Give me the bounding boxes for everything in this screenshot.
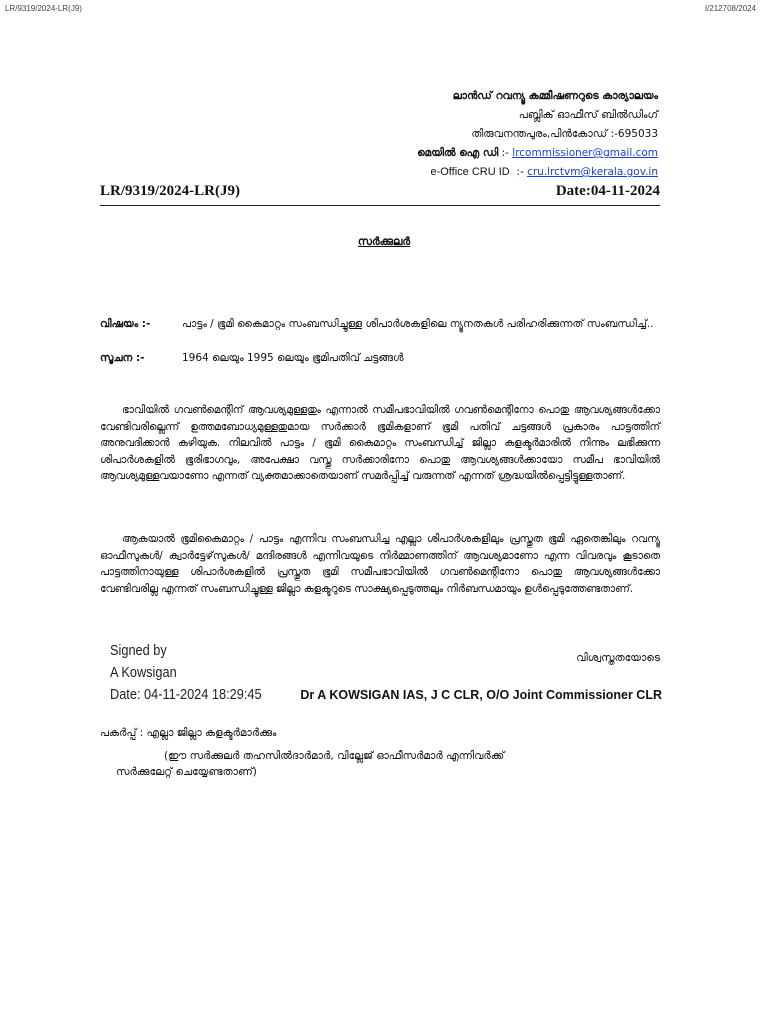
document-title [0,235,768,249]
reference-line [100,183,660,206]
copy-note-line-1: (ഈ സർക്കുലർ തഹസിൽദാർമാർ, വില്ലേജ് ഓഫീസർമാർ എന്നിവർക്ക് [164,750,505,762]
office-building: പബ്ലിക് ഓഫീസ് ബിൽഡിംഗ് [518,109,658,121]
body-paragraph-2: ആകയാൽ ഭൂമികൈമാറ്റം / പാട്ടം എന്നിവ സംബന്ധിച്ച എല്ലാ ശിപാർശകളിലും പ്രസ്തുത ഭൂമി ഏതെങ്കിലും റവന്യൂ ഓഫീസുകൾ/ ക്വാർട്ടേഴ്‌സുകൾ/ മന്ദിരങ്ങൾ എന്നിവയുടെ നിർമ്മാണത്തിന് ആവശ്യമാണോ എന്ന വിവരവും കൂടാതെ പാട്ടത്തിനായുള്ള ശിപാർശകളിൽ പ്രസ്തുത ഭൂമി സമീപഭാവിയിൽ ഗവൺമെന്റിനോ പൊതു ആവശ്യങ്ങൾക്കോ വേണ്ടിവരില്ല എന്നത് സംബന്ധിച്ചുള്ള ജില്ലാ കളക്ടറുടെ സാക്ഷ്യപ്പെടുത്തലും നിർബന്ധമായും ഉൾപ്പെടുത്തേണ്ടതാണ്. [100,533,660,595]
cru-line [417,163,658,182]
cru-separator: :- [516,166,524,178]
subject-text: പാട്ടം / ഭൂമി കൈമാറ്റം സംബന്ധിച്ചുള്ള ശിപാർശകളിലെ ന്യൂനതകൾ പരിഹരിക്കുന്നത് സംബന്ധിച്ച്.. [182,318,654,330]
signer-name: A Kowsigan [110,665,177,681]
cru-link[interactable]: cru.lrctvm@kerala.gov.in [527,166,658,178]
officer-designation: Dr A KOWSIGAN IAS, J C CLR, O/O Joint Commissioner CLR [300,688,662,702]
page-header-document-id: I/212708/2024 [704,4,756,13]
copy-note-line-2: സർക്കുലേറ്റ് ചെയ്യേണ്ടതാണ്) [116,766,257,778]
subject-label: വിഷയം :- [100,318,151,330]
mail-label: മെയിൽ ഐ ഡി [417,147,499,159]
reference-date: Date:04-11-2024 [555,183,660,199]
mail-link[interactable]: lrcommissioner@gmail.com [512,147,658,159]
reference-note-label: സൂചന :- [100,352,145,364]
reference-note-text: 1964 ലെയും 1995 ലെയും ഭൂമിപതിവ് ചട്ടങ്ങൾ [182,352,404,364]
mail-line [417,144,658,163]
signed-by-label: Signed by [110,643,167,659]
mail-separator: :- [501,147,509,159]
body-paragraph-1: ഭാവിയിൽ ഗവൺമെന്റിന് ആവശ്യമുള്ളതും എന്നാൽ സമീപഭാവിയിൽ ഗവൺമെന്റിനോ പൊതു ആവശ്യങ്ങൾക്കോ വേണ്ടിവരില്ലെന്ന് ഉത്തമബോധ്യമുള്ളതുമായ സർക്കാർ ഭൂമികളാണ് ഭൂമി പതിവ് ചട്ടങ്ങൾ പ്രകാരം പാട്ടത്തിന് അനുവദിക്കാൻ കഴിയുക. നിലവിൽ പാട്ടം / ഭൂമി കൈമാറ്റം സംബന്ധിച്ച് ജില്ലാ കളക്ടർമാരിൽ നിന്നും ലഭിക്കുന്ന ശിപാർശകളിൽ ഭൂരിഭാഗവും, അപേക്ഷാ വസ്തു സർക്കാരിനോ പൊതു ആവശ്യങ്ങൾക്കായോ സമീപ ഭാവിയിൽ ആവശ്യമുള്ളവയാണോ എന്നത് വ്യക്തമാക്കാതെയാണ് സമർപ്പിച്ച് വരുന്നത് എന്നത് ശ്രദ്ധയിൽപ്പെട്ടിട്ടുള്ളതാണ്. [100,404,660,482]
copy-to: പകർപ്പ് : എല്ലാ ജില്ലാ കളക്ടർമാർക്കും [100,727,277,739]
office-address: തിരുവനന്തപുരം,പിൻകോഡ് :-695033 [471,128,658,140]
cru-label: e-Office CRU ID [430,166,510,178]
page-header-file-number: LR/9319/2024-LR(J9) [5,4,82,13]
document-title-text: സർക്കുലർ [357,235,411,248]
signature-date: Date: 04-11-2024 18:29:45 [110,687,262,703]
subject-row [100,316,660,332]
reference-note-row [100,350,660,366]
digital-signature-block [110,640,262,706]
office-address-block [417,87,658,182]
copy-note [100,748,660,780]
reference-number: LR/9319/2024-LR(J9) [100,183,240,199]
yours-faithfully: വിശ്വസ്തതയോടെ [576,652,660,664]
office-name: ലാൻഡ് റവന്യൂ കമ്മീഷണറുടെ കാര്യാലയം [452,90,658,102]
